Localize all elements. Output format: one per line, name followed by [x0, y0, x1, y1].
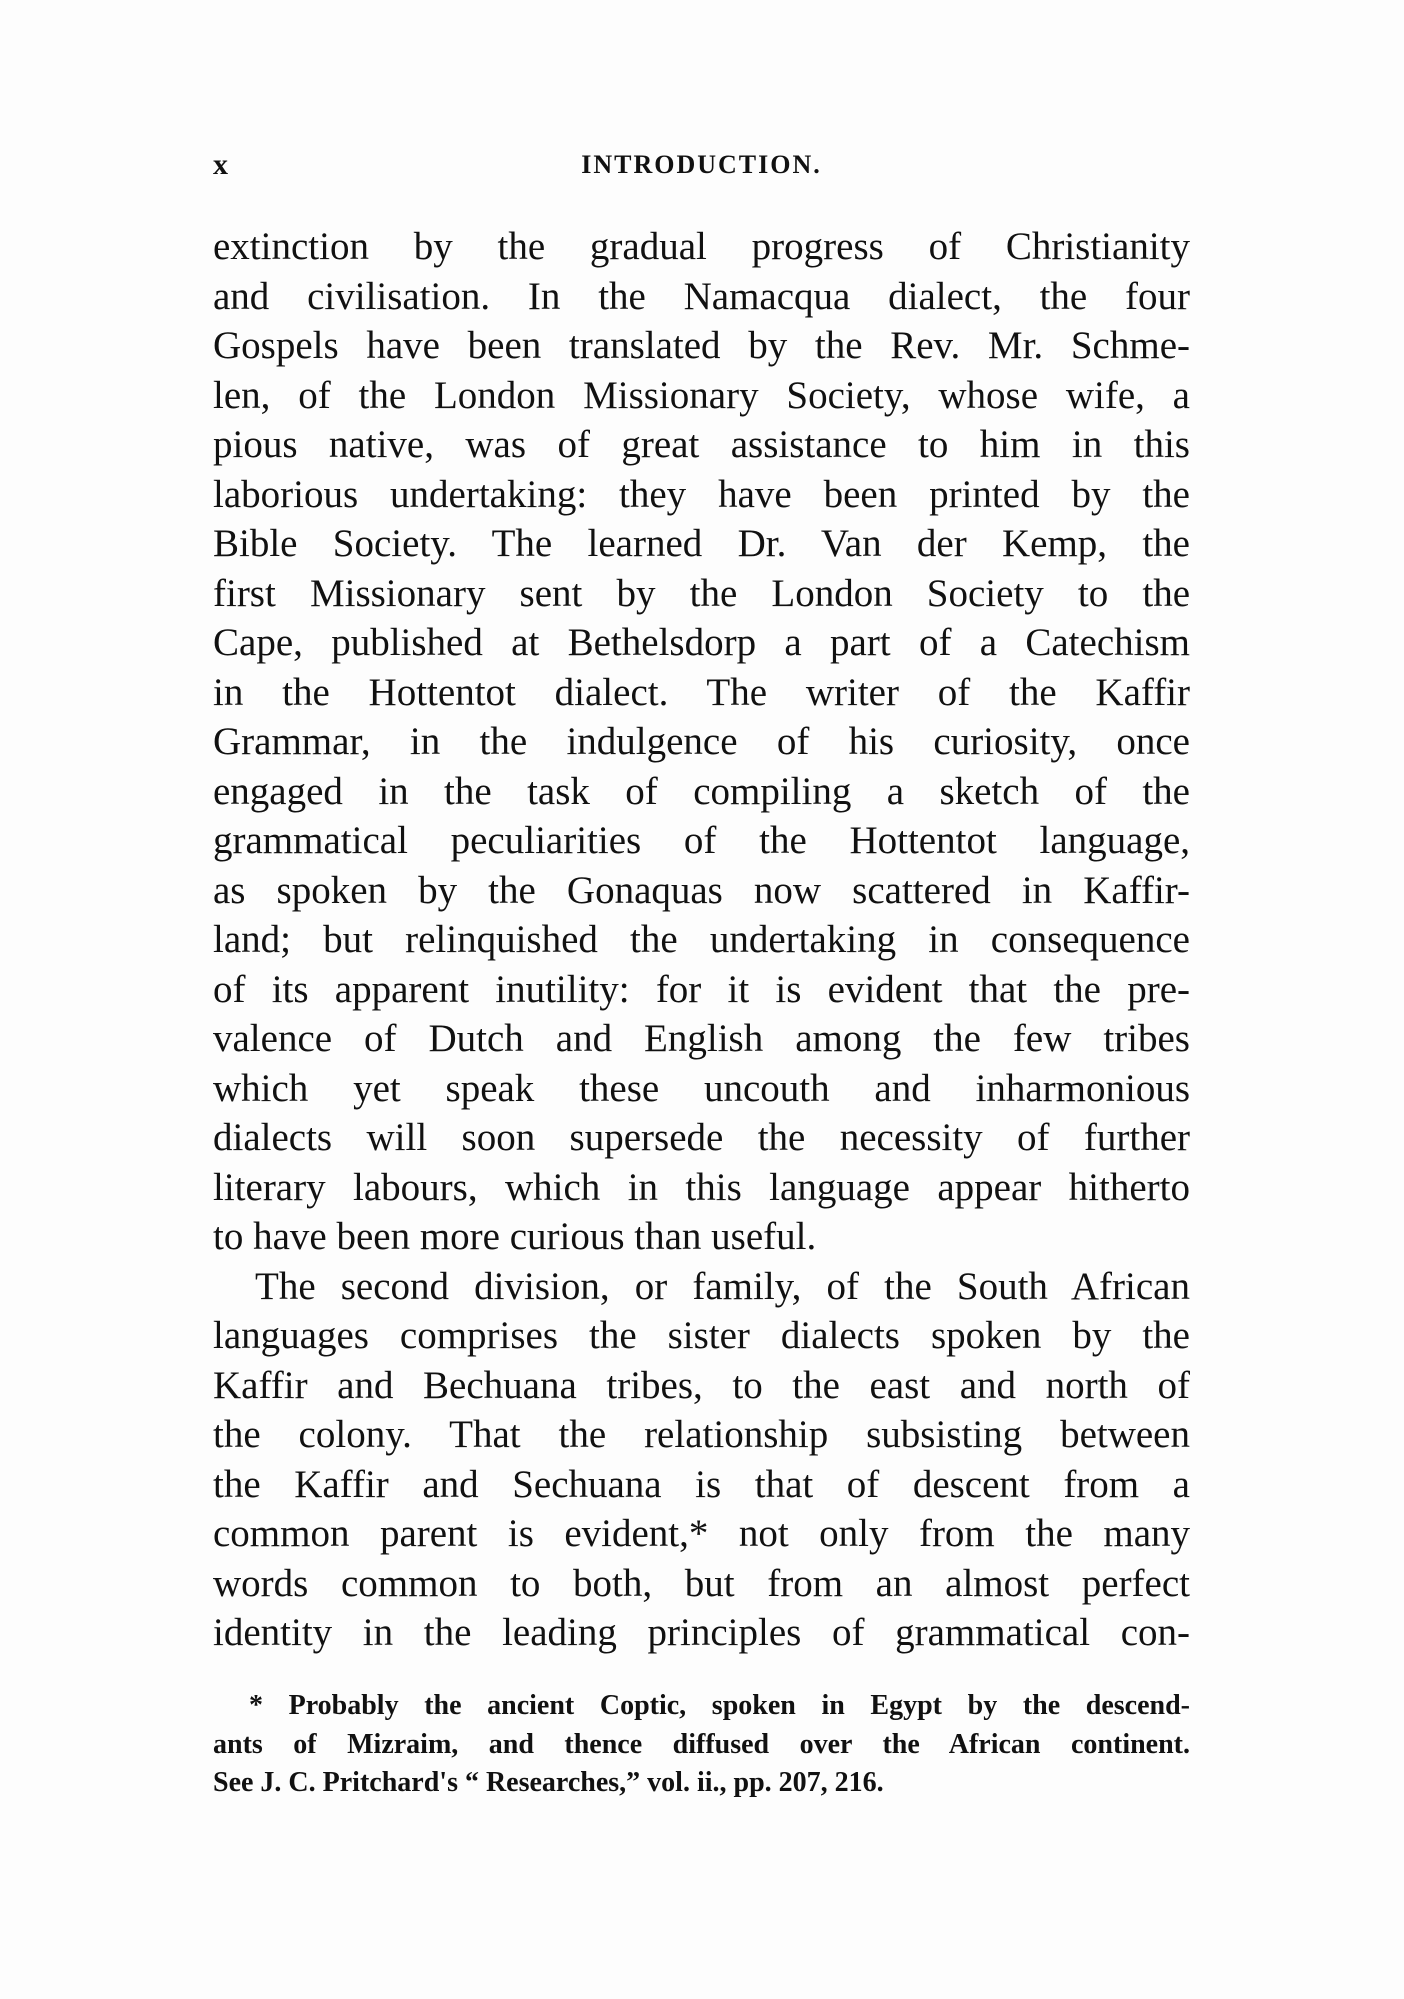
text-line: the Kaffir and Sechuana is that of descent from a: [213, 1462, 1190, 1506]
text-line: engaged in the task of compiling a sketch of the: [213, 769, 1190, 813]
text-line: dialects will soon supersede the necessity of further: [213, 1116, 1190, 1159]
text-line: common parent is evident,* not only from the many: [213, 1512, 1190, 1555]
text-line: which yet speak these uncouth and inharmonious: [213, 1066, 1190, 1110]
text-line: Grammar, in the indulgence of his curiosity, once: [213, 720, 1190, 763]
text-line: first Missionary sent by the London Society to the: [213, 571, 1190, 615]
text-line: of its apparent inutility: for it is evident that the pre-: [213, 967, 1190, 1011]
text-line: land; but relinquished the undertaking in consequence: [213, 918, 1190, 961]
text-line: valence of Dutch and English among the few tribes: [213, 1017, 1190, 1060]
text-line: laborious undertaking: they have been printed by the: [213, 472, 1190, 516]
text-line: Gospels have been translated by the Rev. Mr. Schme-: [213, 324, 1190, 367]
text-line: Kaffir and Bechuana tribes, to the east and north of: [213, 1363, 1190, 1407]
text-line: identity in the leading principles of grammatical con-: [213, 1611, 1190, 1654]
text-line: Cape, published at Bethelsdorp a part of a Catechism: [213, 621, 1190, 664]
page-number: x: [213, 148, 229, 181]
text-line: languages comprises the sister dialects spoken by the: [213, 1314, 1190, 1357]
text-line: in the Hottentot dialect. The writer of the Kaffir: [213, 670, 1190, 714]
text-line: literary labours, which in this language appear hitherto: [213, 1165, 1190, 1209]
text-line: grammatical peculiarities of the Hottentot language,: [213, 819, 1190, 862]
running-head: INTRODUCTION.: [581, 150, 822, 179]
footnote-line: ants of Mizraim, and thence diffused over the African continent.: [213, 1728, 1190, 1760]
text-line: pious native, was of great assistance to him in this: [213, 423, 1190, 466]
footnote: [213, 1687, 1190, 1803]
paragraph-start-line: The second division, or family, of the South African: [255, 1264, 1190, 1308]
page-header: [213, 148, 1190, 188]
text-line: words common to both, but from an almost perfect: [213, 1561, 1190, 1605]
text-line: Bible Society. The learned Dr. Van der Kemp, the: [213, 522, 1190, 565]
text-line: and civilisation. In the Namacqua dialect, the four: [213, 274, 1190, 318]
text-line: the colony. That the relationship subsisting between: [213, 1413, 1190, 1456]
footnote-line: * Probably the ancient Coptic, spoken in Egypt by the descend-: [249, 1690, 1190, 1721]
footnote-line: See J. C. Pritchard's “ Researches,” vol. ii., pp. 207, 216.: [213, 1767, 884, 1798]
text-line: len, of the London Missionary Society, whose wife, a: [213, 373, 1190, 417]
text-line: extinction by the gradual progress of Christianity: [213, 225, 1190, 268]
body-text: [213, 222, 1190, 1658]
paragraph-end-line: to have been more curious than useful.: [213, 1215, 817, 1258]
text-line: as spoken by the Gonaquas now scattered in Kaffir-: [213, 868, 1190, 912]
